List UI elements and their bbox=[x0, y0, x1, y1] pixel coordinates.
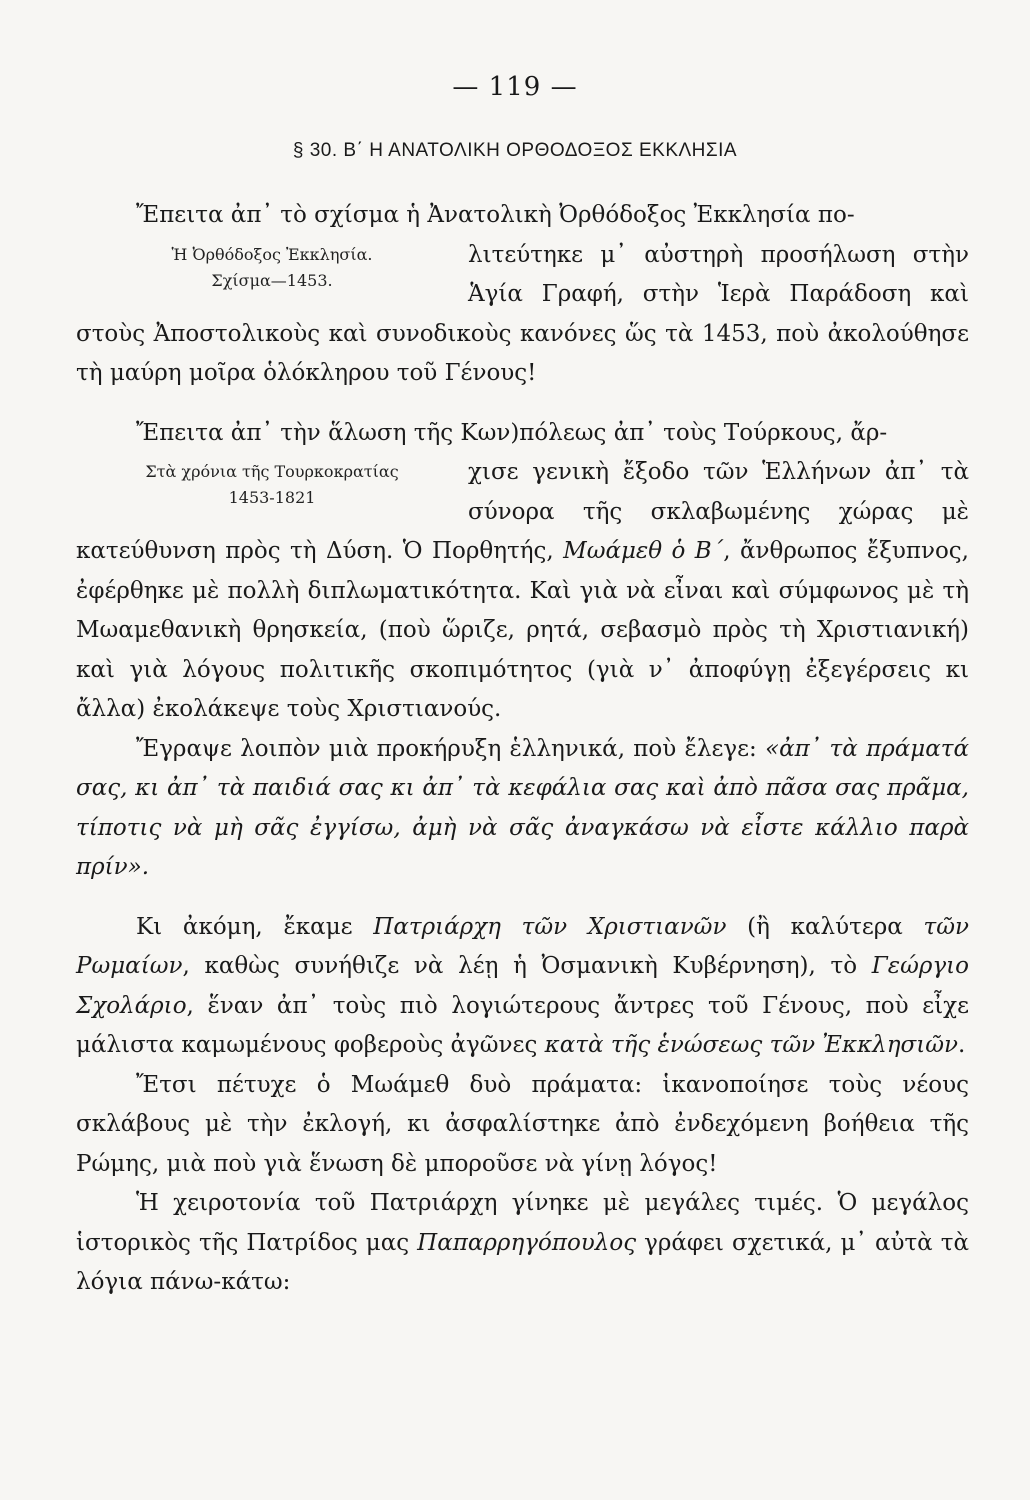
union-phrase: κατὰ τῆς ἑνώσεως τῶν Ἐκκλησιῶν bbox=[544, 1032, 958, 1058]
paragraph-6-text-a: Ἡ χειροτονία τοῦ Πατριάρχη γίνηκε μὲ μεγάλες τιμές. Ὁ μεγάλος ἱστορικὸς τῆς Πατρίδος μας bbox=[76, 1190, 969, 1256]
paragraph-4-text-d: , ἕναν ἀπ᾽ τοὺς πιὸ λογιώτερους ἄντρες τοῦ Γένους, ποὺ εἶχε μάλιστα καμωμένους φοβεροὺς ἀγῶνες bbox=[76, 992, 969, 1058]
section-heading: § 30. Β΄ Η ΑΝΑΤΟΛΙΚΗ ΟΡΘΟΔΟΞΟΣ ΕΚΚΛΗΣΙΑ bbox=[292, 140, 738, 161]
body-text bbox=[76, 196, 969, 1303]
margin-note-2-line-1: Στὰ χρόνια τῆς Τουρκοκρατίας bbox=[145, 462, 399, 481]
margin-note-1-line-1: Ἡ Ὀρθόδοξος Ἐκκλησία. bbox=[171, 244, 373, 264]
paragraph-4 bbox=[76, 908, 969, 1066]
paragraph-1-first-line: Ἔπειτα ἀπ᾽ τὸ σχίσμα ἡ Ἀνατολικὴ Ὀρθόδοξος Ἐκκλησία πο- bbox=[136, 202, 855, 228]
paragraph-5-text: Ἔτσι πέτυχε ὁ Μωάμεθ δυὸ πράματα: ἱκανοποίησε τοὺς νέους σκλάβους μὲ τὴν ἐκλογή, κι ἀσφαλίστηκε ἀπὸ ἐνδεχόμενη βοήθεια τῆς Ρώμης, μιὰ ποὺ γιὰ ἕνωση δὲ μποροῦσε νὰ γίνῃ λόγος! bbox=[76, 1071, 969, 1177]
paragraph-6 bbox=[76, 1184, 969, 1303]
margin-note-orthodox-church bbox=[76, 236, 468, 315]
paragraph-1-text: λιτεύτηκε μ᾽ αὐστηρὴ προσήλωση στὴν Ἁγία Γραφή, στὴν Ἱερὰ Παράδοση καὶ στοὺς Ἀποστολικοὺς καὶ συνοδικοὺς κανόνες ὥς τὰ 1453, ποὺ ἀκολούθησε τὴ μαύρη μοῖρα ὁλόκληρου τοῦ Γένους! bbox=[76, 241, 969, 386]
paragraph-3-text: Ἔγραψε λοιπὸν μιὰ προκήρυξη ἑλληνικά, ποὺ ἔλεγε: bbox=[136, 735, 766, 762]
paragraph-2-text-a: χισε γενικὴ ἔξοδο τῶν Ἑλλήνων ἀπ᾽ τὰ σύνορα τῆς σκλαβωμένης χώρας μὲ κατεύθυνση πρὸς τὴ Δύση. Ὁ Πορθητής, bbox=[76, 459, 969, 564]
scholarios-name: Γεώργιο Σχολάριο bbox=[76, 953, 969, 1019]
proclamation-quote: «ἀπ᾽ τὰ πράματά σας, κι ἀπ᾽ τὰ παιδιά σας κι ἀπ᾽ τὰ κεφάλια σας καὶ ἀπὸ πᾶσα σας πρᾶμα, τίποτις νὰ μὴ σᾶς ἐγγίσω, ἀμὴ νὰ σᾶς ἀναγκάσω νὰ εἶστε κάλλιο παρὰ πρίν». bbox=[76, 735, 969, 880]
paragraph-4-text-a: Κι ἀκόμη, ἔκαμε bbox=[136, 913, 374, 940]
patriarch-title: Πατριάρχη τῶν Χριστιανῶν bbox=[373, 913, 727, 940]
paragraph-4-text-c: , καθὼς συνήθιζε νὰ λέῃ ἡ Ὀσμανικὴ Κυβέρνηση), τὸ bbox=[182, 953, 872, 979]
paragraph-3 bbox=[76, 730, 969, 888]
paragraph-2-text-b: , ἄνθρωπος ἔξυπνος, ἐφέρθηκε μὲ πολλὴ διπλωματικότητα. Καὶ γιὰ νὰ εἶναι καὶ σύμφωνος μὲ τὴ Μωαμεθανικὴ θρησκεία, (ποὺ ὥριζε, ρητά, σεβασμὸ πρὸς τὴ Χριστιανική) καὶ γιὰ λόγους πολιτικῆς σκοπιμότητος (γιὰ ν᾽ ἀποφύγῃ ἐξεγέρσεις κι ἄλλα) ἐκολάκεψε τοὺς Χριστιανούς. bbox=[76, 538, 969, 722]
paragraph-4-text-b: (ἢ καλύτερα bbox=[726, 913, 924, 940]
paragraph-1 bbox=[76, 196, 969, 394]
margin-note-1-line-2: Σχίσμα—1453. bbox=[211, 270, 333, 290]
mehmed-name: Μωάμεθ ὁ Β΄ bbox=[563, 538, 724, 564]
paparrigopoulos-name: Παπαρρηγόπουλος bbox=[417, 1229, 637, 1256]
margin-note-2-line-2: 1453-1821 bbox=[228, 488, 316, 507]
margin-note-turkish-rule bbox=[76, 453, 468, 532]
paragraph-5 bbox=[76, 1066, 969, 1185]
paragraph-6-text-b: γράφει σχετικά, μ᾽ αὐτὰ τὰ λόγια πάνω-κάτω: bbox=[76, 1229, 969, 1295]
paragraph-4-text-e: . bbox=[957, 1032, 966, 1058]
romans-phrase: τῶν Ρωμαίων bbox=[76, 913, 969, 979]
paragraph-2-first-line: Ἔπειτα ἀπ᾽ τὴν ἅλωση τῆς Κων)πόλεως ἀπ᾽ τοὺς Τούρκους, ἄρ- bbox=[136, 419, 888, 446]
paragraph-2 bbox=[76, 414, 969, 730]
page-number: — 119 — bbox=[452, 72, 578, 102]
